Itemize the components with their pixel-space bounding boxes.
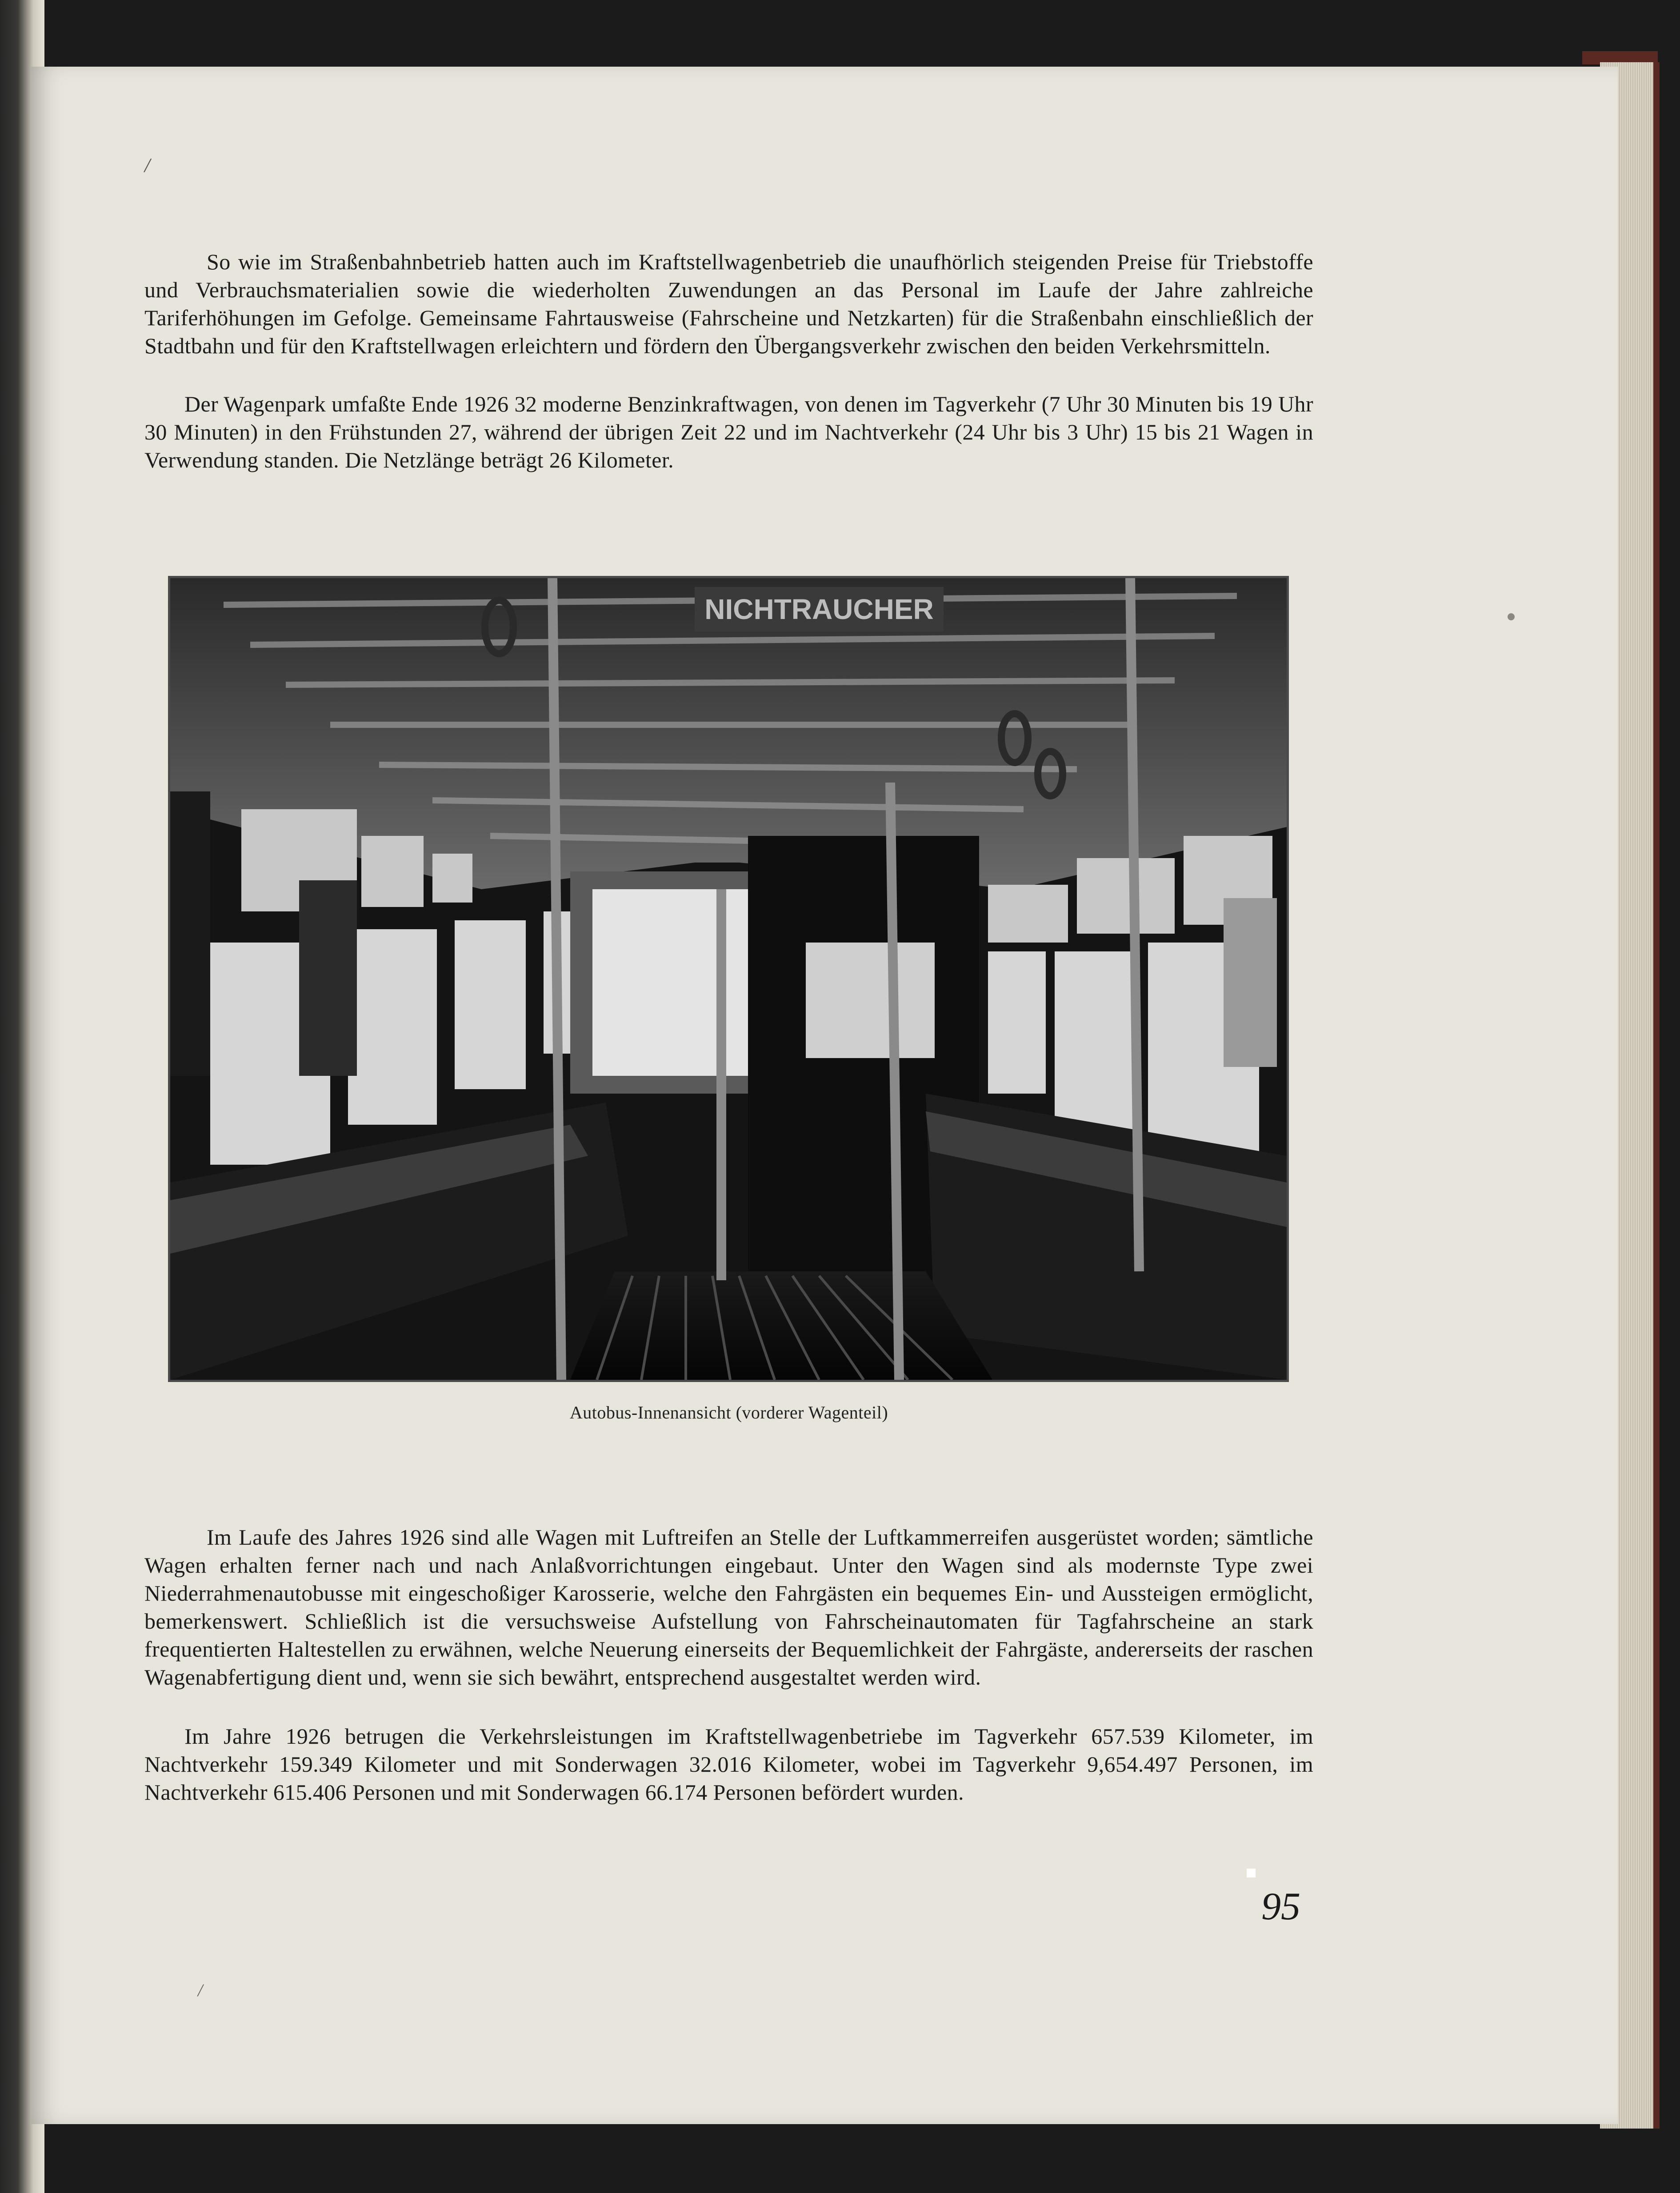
paper-spot	[1508, 613, 1515, 620]
photo-caption: Autobus-Innenansicht (vorderer Wagenteil)	[569, 1402, 888, 1422]
paragraph-tariffs: So wie im Straßenbahnbetrieb hatten auch im Kraftstellwagenbetrieb die unaufhörlich steigenden Preise für Triebstoffe und Verbrauchsmaterialien sowie die wiederholten Zuwendungen an das Personal im Laufe der Jahre zahlreiche Tariferhöhungen im Gefolge. Gemeinsame Fahrtausweise (Fahrscheine und Netzkarten) für die Straßenbahn einschließlich der Stadtbahn und für den Kraftstellwagen erleichtern und fördern den Übergangsverkehr zwischen den beiden Verkehrsmitteln.	[144, 249, 1313, 358]
margin-pencil-mark-bottom: /	[198, 1980, 203, 2000]
margin-pencil-mark-top: /	[144, 154, 150, 176]
paragraph-performance: Im Jahre 1926 betrugen die Verkehrsleistungen im Kraftstellwagenbetriebe im Tagverkehr 657.539 Kilometer, im Nachtverkehr 159.349 Kilometer und mit Sonderwagen 32.016 Kilometer, wobei im Tagverkehr 9,654.497 Personen, im Nachtverkehr 615.406 Personen und mit Sonderwagen 66.174 Personen befördert wurden.	[144, 1724, 1313, 1805]
page-number: 95	[1261, 1885, 1300, 1928]
paragraph-tires: Im Laufe des Jahres 1926 sind alle Wagen mit Luftreifen an Stelle der Luftkammerreifen ausgerüstet worden; sämtliche Wagen erhalten ferner nach und nach Anlaßvorrichtungen eingebaut. Unter den Wagen sind als modernste Type zwei Niederrahmenautobusse mit eingeschoßiger Karosserie, welche den Fahrgästen ein bequemes Ein- und Aussteigen ermöglicht, bemerkenswert. Schließlich ist die versuchsweise Aufstellung von Fahrscheinautomaten für Tagfahrscheine an stark frequentierten Haltestellen zu erwähnen, welche Neuerung einerseits der Bequemlichkeit der Fahrgäste, andererseits der raschen Wagenabfertigung dient und, wenn sie sich bewährt, entsprechend ausgestaltet werden wird.	[144, 1525, 1313, 1690]
paragraph-fleet: Der Wagenpark umfaßte Ende 1926 32 moderne Benzinkraftwagen, von denen im Tagverkehr (7 Uhr 30 Minuten bis 19 Uhr 30 Minuten) in den Frühstunden 27, während der übrigen Zeit 22 und im Nachtverkehr (24 Uhr bis 3 Uhr) 15 bis 21 Wagen in Verwendung standen. Die Netzlänge beträgt 26 Kilometer.	[144, 391, 1313, 472]
nichtraucher-sign: NICHTRAUCHER	[704, 593, 934, 625]
paper-speck	[1247, 1869, 1256, 1877]
bus-interior-photo	[168, 576, 1289, 1382]
